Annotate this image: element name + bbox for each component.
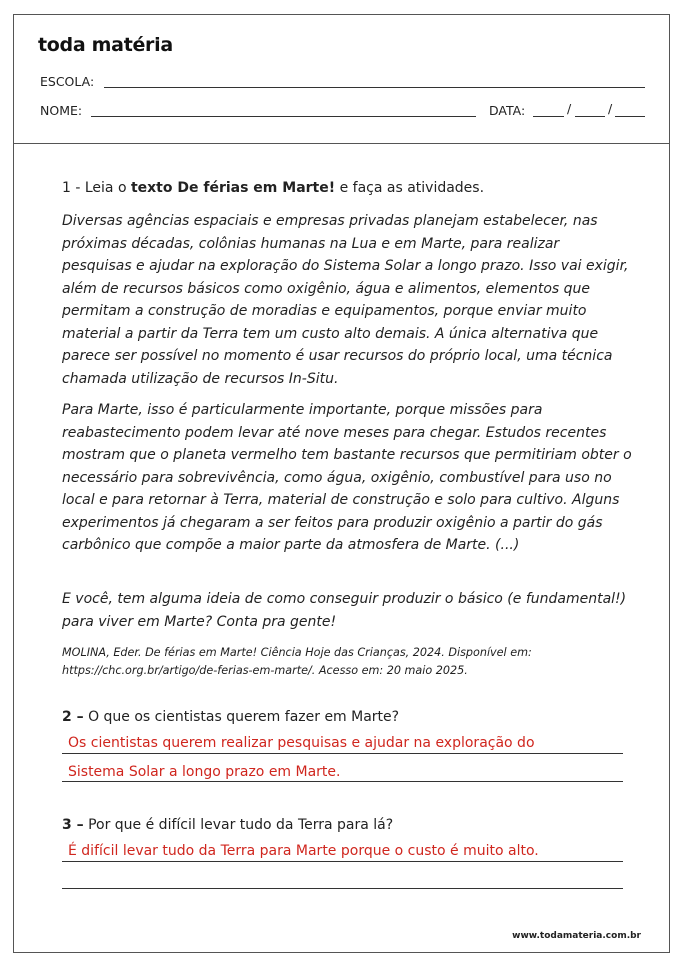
answer-line bbox=[62, 781, 623, 782]
question-3 bbox=[62, 817, 393, 833]
header-divider bbox=[13, 143, 670, 144]
q3-answer-line-1[interactable]: É difícil levar tudo da Terra para Marte porque o custo é muito alto. bbox=[68, 843, 539, 859]
q2-answer-line-1[interactable]: Os cientistas querem realizar pesquisas e ajudar na exploração do bbox=[68, 735, 535, 751]
q1-text-title: texto De férias em Marte! bbox=[130, 180, 336, 196]
question-1-intro bbox=[62, 180, 484, 196]
date-label: DATA: bbox=[489, 103, 526, 118]
passage-paragraph-3: E você, tem alguma ideia de como conseguir produzir o básico (e fundamental!) para viver em Marte? Conta pra gente! bbox=[62, 591, 627, 630]
name-input-line[interactable] bbox=[91, 116, 476, 117]
passage-paragraph-2: Para Marte, isso é particularmente importante, porque missões para reabastecimento podem levar até nove meses para chegar. Estudos recentes mostram que o planeta vermelho tem bastante recursos que permitiriam obter o necessário para sobrevivência, como água, oxigênio, combustível para uso no local e para retornar à Terra, material de construção e solo para cultivo. Alguns experimentos já chegaram a ser feitos para produzir oxigênio a partir do gás carbônico que compõe a maior parte da atmosfera de Marte. (...) bbox=[62, 402, 632, 553]
answer-line bbox=[62, 753, 623, 754]
answer-line[interactable] bbox=[62, 888, 623, 889]
date-separator: / bbox=[567, 101, 572, 116]
q1-rest: e faça as atividades. bbox=[339, 180, 485, 196]
date-day-line[interactable] bbox=[533, 116, 564, 117]
school-label: ESCOLA: bbox=[40, 74, 95, 89]
date-separator: / bbox=[608, 101, 613, 116]
q2-text: O que os cientistas querem fazer em Marte? bbox=[88, 709, 400, 725]
site-url: www.todamateria.com.br bbox=[512, 931, 641, 941]
date-year-line[interactable] bbox=[615, 116, 645, 117]
q1-number: 1 - Leia o bbox=[62, 180, 127, 196]
q2-answer-line-2[interactable]: Sistema Solar a longo prazo em Marte. bbox=[68, 764, 341, 780]
date-month-line[interactable] bbox=[575, 116, 605, 117]
q2-number: 2 – bbox=[62, 709, 84, 725]
q3-text: Por que é difícil levar tudo da Terra para lá? bbox=[88, 817, 394, 833]
q3-number: 3 – bbox=[62, 817, 84, 833]
name-label: NOME: bbox=[40, 103, 83, 118]
brand-logo: toda matéria bbox=[38, 34, 173, 56]
passage-paragraph-1: Diversas agências espaciais e empresas privadas planejam estabelecer, nas próximas décadas, colônias humanas na Lua e em Marte, para realizar pesquisas e ajudar na exploração do Sistema Solar a longo prazo. Isso vai exigir, além de recursos básicos como oxigênio, água e alimentos, elementos que permitam a construção de moradias e equipamentos, porque enviar muito material a partir da Terra tem um custo alto demais. A única alternativa que parece ser possível no momento é usar recursos do próprio local, uma técnica chamada utilização de recursos In-Situ. bbox=[62, 213, 629, 387]
answer-line bbox=[62, 861, 623, 862]
school-input-line[interactable] bbox=[104, 87, 645, 88]
citation: MOLINA, Eder. De férias em Marte! Ciência Hoje das Crianças, 2024. Disponível em: https://chc.org.br/artigo/de-ferias-em-marte/. Acesso em: 20 maio 2025. bbox=[62, 646, 532, 677]
question-2 bbox=[62, 709, 399, 725]
